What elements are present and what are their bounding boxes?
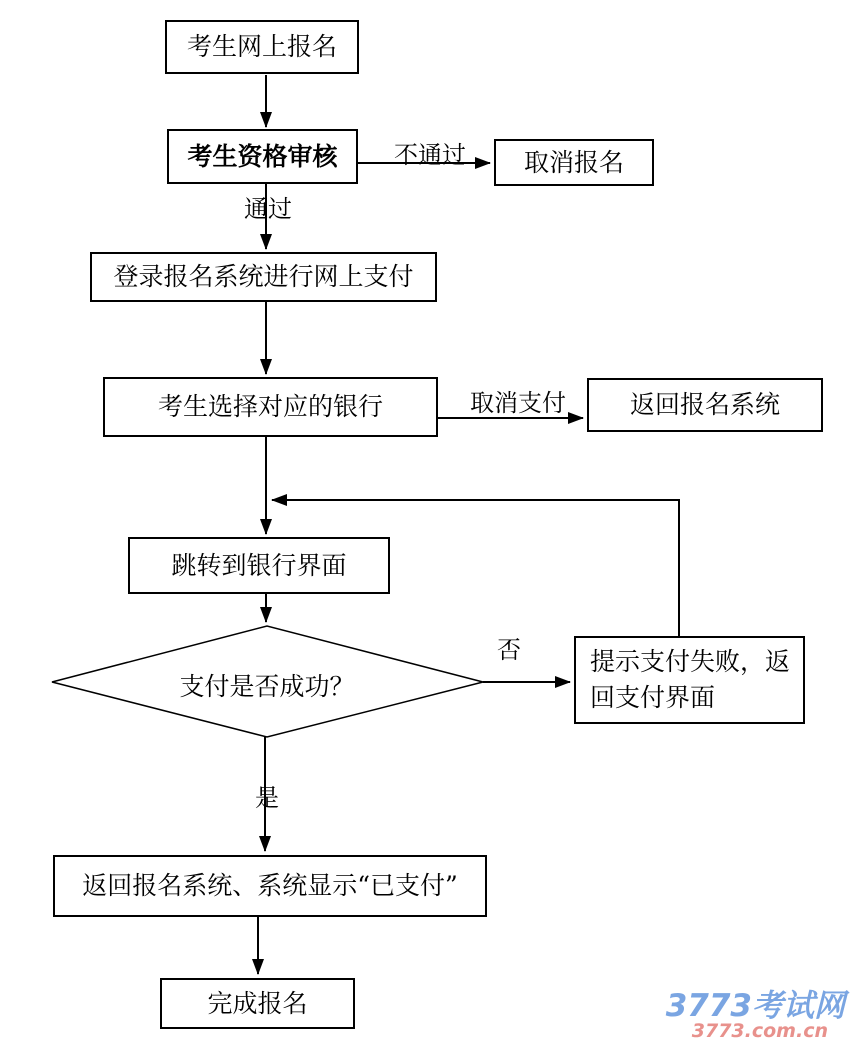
node-login-pay: 登录报名系统进行网上支付 <box>90 252 437 302</box>
node-return-system: 返回报名系统 <box>587 378 823 432</box>
edge-label-review-fail: 不通过 <box>394 141 466 169</box>
edge-label-review-pass: 通过 <box>244 195 292 223</box>
node-register: 考生网上报名 <box>165 20 359 74</box>
node-pay-fail: 提示支付失败，返回支付界面 <box>574 636 805 724</box>
node-select-bank: 考生选择对应的银行 <box>103 377 438 437</box>
node-pay-check-label: 支付是否成功？ <box>179 672 355 701</box>
edge-label-yes: 是 <box>255 784 279 812</box>
edge-label-cancel-pay: 取消支付 <box>470 389 566 417</box>
node-cancel-register: 取消报名 <box>494 139 654 186</box>
edge-label-no: 否 <box>497 636 521 664</box>
watermark-site-url: 3773.com.cn <box>691 1020 828 1042</box>
node-bank-page: 跳转到银行界面 <box>128 537 390 594</box>
node-review: 考生资格审核 <box>167 129 358 184</box>
node-complete: 完成报名 <box>160 978 355 1029</box>
watermark-logo <box>640 988 845 1042</box>
node-paid-display: 返回报名系统、系统显示“已支付” <box>53 855 487 917</box>
watermark-site-name: 3773考试网 <box>665 988 845 1024</box>
